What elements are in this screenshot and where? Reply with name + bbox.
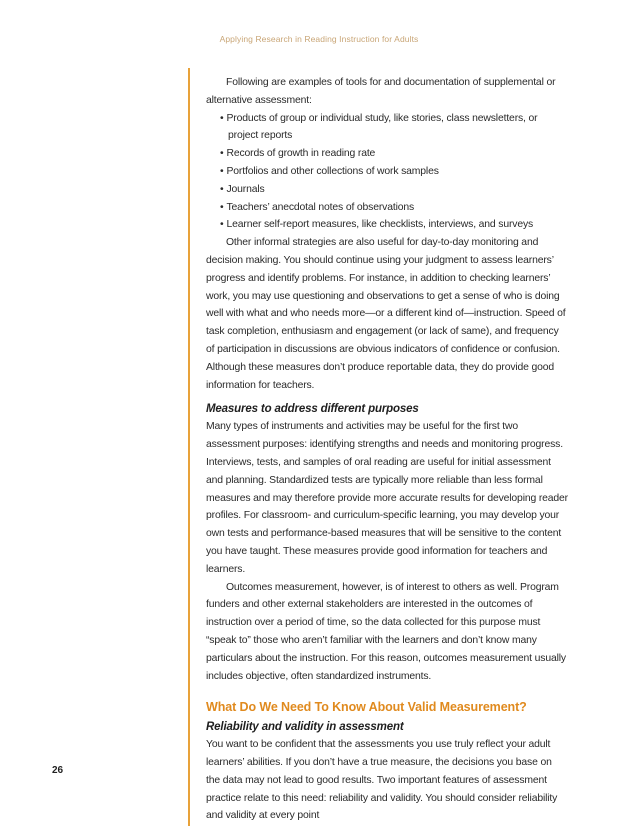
- list-item-text: Journals: [226, 183, 265, 195]
- list-item: [206, 145, 568, 163]
- list-item-text: Products of group or individual study, like stories, class newsletters, or project reports: [226, 112, 538, 142]
- bullet-icon: •: [220, 219, 224, 231]
- list-item: [206, 110, 568, 146]
- page-number: 26: [52, 765, 64, 776]
- intro-paragraph: Following are examples of tools for and documentation of supplemental or alternative assessment:: [206, 77, 556, 106]
- bullet-icon: •: [220, 183, 224, 195]
- tools-list: [206, 110, 568, 235]
- reliability-subheading: Reliability and validity in assessment: [206, 721, 404, 734]
- list-item-text: Records of growth in reading rate: [226, 148, 376, 160]
- list-item-text: Learner self-report measures, like checklists, interviews, and surveys: [226, 219, 534, 231]
- measures-paragraph-1: Many types of instruments and activities may be useful for the first two assessment purposes: identifying strengths and needs and monitoring progress. Interviews, tests, and samples of oral reading are useful for initial assessment and planning. Standardized tests are typically more reliable than less formal measures and may therefore provide more accurate results for developing reader profiles. For classroom- and curriculum-specific learning, you may develop your own tests and performance-based measures that will be sensitive to the content you have taught. These measures provide good information for teachers and learners.: [206, 421, 568, 575]
- reliability-paragraph: You want to be confident that the assessments you use truly reflect your adult learners’ abilities. If you don’t have a true measure, the decisions you base on the data may not lead to good results. Two important features of assessment practice relate to this need: reliability and validity. You should consider reliability and validity at every point: [206, 739, 558, 822]
- list-item: [206, 181, 568, 199]
- list-item-text: Portfolios and other collections of work samples: [226, 165, 439, 177]
- measures-paragraph-2: Outcomes measurement, however, is of interest to others as well. Program funders and other external stakeholders are interested in the outcomes of instruction over a period of time, so the data collected for this purpose must “speak to” those who aren’t familiar with the learners and don’t know many particulars about the instruction. For this reason, outcomes measurement usually includes objective, often standardized instruments.: [206, 581, 566, 682]
- list-item: [206, 216, 568, 234]
- measures-subheading: Measures to address different purposes: [206, 403, 419, 416]
- bullet-icon: •: [220, 148, 224, 160]
- list-item-text: Teachers’ anecdotal notes of observations: [226, 201, 415, 213]
- running-header: Applying Research in Reading Instruction for Adults: [219, 34, 419, 44]
- main-column: [206, 74, 568, 825]
- margin-rule: [188, 68, 190, 826]
- bullet-icon: •: [220, 112, 224, 124]
- informal-strategies-paragraph: Other informal strategies are also useful for day-to-day monitoring and decision making. You should continue using your judgment to assess learners’ progress and identify problems. For instance, in addition to checking learners’ work, you may use questioning and observations to get a sense of who is doing well with what and who needs more—or a different kind of—instruction. Speed of task completion, enthusiasm and engagement (or lack of same), and frequency of participation in discussions are obvious indicators of confidence or confusion. Although these measures don’t produce reportable data, they do provide good information for teachers.: [206, 237, 566, 391]
- bullet-icon: •: [220, 165, 224, 177]
- list-item: [206, 199, 568, 217]
- section-heading: What Do We Need To Know About Valid Measurement?: [206, 700, 527, 715]
- list-item: [206, 163, 568, 181]
- bullet-icon: •: [220, 201, 224, 213]
